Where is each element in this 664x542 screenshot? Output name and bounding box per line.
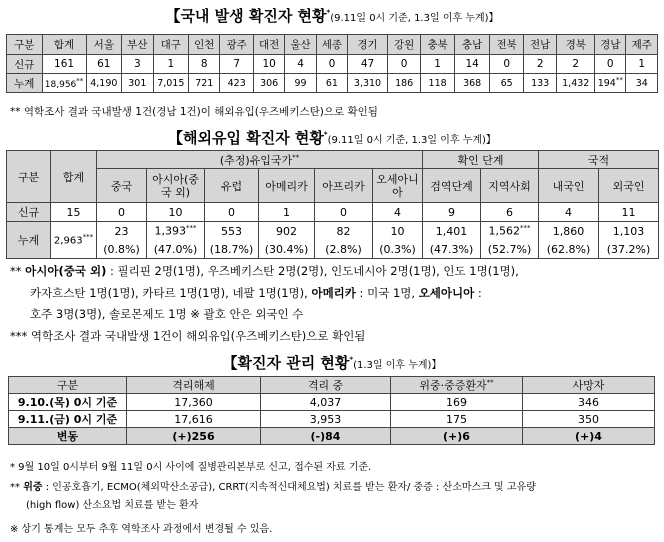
- col-header: 충북: [421, 35, 454, 55]
- community-cumulative: 1,562: [488, 225, 520, 239]
- row-label: 신규: [7, 203, 51, 222]
- section1-title-text: 【국내 발생 확진자 현황: [165, 7, 327, 25]
- imported-cumulative-row: [7, 222, 659, 241]
- table-cell: 0: [595, 55, 626, 74]
- row-label: 신규: [7, 55, 43, 74]
- imported-new-row: [7, 203, 659, 222]
- management-change-row: [9, 428, 655, 445]
- domestic-cases-table: [6, 34, 658, 93]
- table-cell: 4: [539, 203, 599, 222]
- table-cell: 9: [423, 203, 481, 222]
- table-cell: 23: [97, 222, 147, 241]
- severe-header: 위중·중증환자: [419, 379, 487, 392]
- table-cell: 3,310: [348, 74, 388, 93]
- asia-cumulative: 1,393: [154, 225, 186, 239]
- col-header: 광주: [220, 35, 253, 55]
- table-cell: 721: [189, 74, 220, 93]
- col-header: 울산: [285, 35, 316, 55]
- col-header: [391, 377, 523, 394]
- table-cell: 423: [220, 74, 253, 93]
- table-cell: 2: [523, 55, 556, 74]
- table-cell: (-)84: [261, 428, 391, 445]
- domestic-new-row: [7, 55, 658, 74]
- footnote-mark: **: [486, 378, 494, 387]
- section3-title-text: 【확진자 관리 현황: [222, 354, 350, 372]
- section3-note2: [10, 478, 536, 493]
- table-cell: (+)6: [391, 428, 523, 445]
- col-header: 외국인: [599, 169, 659, 203]
- table-cell: 301: [122, 74, 153, 93]
- table-cell: 1,103: [599, 222, 659, 241]
- col-header: 확인 단계: [423, 151, 539, 169]
- table-cell: 1,401: [423, 222, 481, 241]
- note-bold: 아메리카: [311, 286, 356, 300]
- col-header: 충남: [454, 35, 490, 55]
- table-cell: 8: [189, 55, 220, 74]
- table-cell: 61: [86, 55, 122, 74]
- table-cell: 34: [626, 74, 658, 93]
- table-cell: 17,616: [127, 411, 261, 428]
- note-text: 카자흐스탄 1명(1명), 카타르 1명(1명), 네팔 1명(1명),: [30, 286, 312, 300]
- section1-note: ** 역학조사 결과 국내발생 1건(경남 1건)이 해외유입(우즈베키스탄)으로 확인됨: [10, 106, 378, 118]
- section3-note1: * 9월 10일 0시부터 9월 11일 0시 사이에 질병관리본부로 신고, 접수된 자료 기준.: [10, 462, 372, 473]
- col-header: 구분: [7, 151, 51, 203]
- table-cell: 902: [259, 222, 315, 241]
- row-label: 9.11.(금) 0시 기준: [9, 411, 127, 428]
- col-header: 구분: [7, 35, 43, 55]
- footnote-mark: **: [615, 76, 623, 85]
- table-cell: (0.3%): [373, 241, 423, 259]
- management-row-0911: [9, 411, 655, 428]
- row-label: 변동: [9, 428, 127, 445]
- col-header: 강원: [387, 35, 420, 55]
- section2-note2: [30, 285, 482, 301]
- section3-title: [0, 352, 664, 373]
- table-cell: 65: [490, 74, 523, 93]
- col-header: 지역사회: [481, 169, 539, 203]
- table-cell: 11: [599, 203, 659, 222]
- table-cell: 10: [373, 222, 423, 241]
- col-header: 전남: [523, 35, 556, 55]
- table-cell: 0: [315, 203, 373, 222]
- col-header: 아프리카: [315, 169, 373, 203]
- cumulative-total: 18,956: [44, 79, 77, 90]
- section1-subtitle: (9.11일 0시 기준, 1.3일 이후 누계)】: [330, 13, 499, 24]
- imported-header-row2: [7, 169, 659, 203]
- table-cell: (+)4: [523, 428, 655, 445]
- table-cell: 161: [42, 55, 86, 74]
- table-cell: 0: [387, 55, 420, 74]
- table-cell: (2.8%): [315, 241, 373, 259]
- origin-header: (추정)유입국가: [219, 153, 293, 167]
- domestic-cumulative-row: [7, 74, 658, 93]
- col-header: 검역단계: [423, 169, 481, 203]
- table-cell: 4: [285, 55, 316, 74]
- table-cell: [147, 222, 205, 241]
- table-cell: 553: [205, 222, 259, 241]
- table-cell: 4,190: [86, 74, 122, 93]
- table-cell: 169: [391, 394, 523, 411]
- col-header: 세종: [316, 35, 347, 55]
- col-header: 합계: [42, 35, 86, 55]
- table-cell: (52.7%): [481, 241, 539, 259]
- col-header: 대전: [253, 35, 284, 55]
- table-cell: 14: [454, 55, 490, 74]
- note-text: :: [474, 286, 482, 300]
- note-bold: 아시아(중국 외): [25, 264, 107, 278]
- table-cell: (47.0%): [147, 241, 205, 259]
- col-header: 인천: [189, 35, 220, 55]
- table-cell: (30.4%): [259, 241, 315, 259]
- table-cell: 350: [523, 411, 655, 428]
- table-cell: 2: [557, 55, 595, 74]
- table-cell: 15: [51, 203, 97, 222]
- table-cell: 7,015: [153, 74, 189, 93]
- col-header: 합계: [51, 151, 97, 203]
- table-cell: (+)256: [127, 428, 261, 445]
- table-cell: (47.3%): [423, 241, 481, 259]
- col-header: 중국: [97, 169, 147, 203]
- section2-title-text: 【해외유입 확진자 현황: [168, 129, 324, 147]
- note-mark: **: [10, 264, 26, 278]
- section3-subtitle: (1.3일 이후 누계)】: [353, 360, 442, 371]
- table-cell: 1,432: [557, 74, 595, 93]
- col-header: 내국인: [539, 169, 599, 203]
- section1-title: [0, 5, 664, 26]
- col-header: [97, 151, 423, 169]
- row-label: 9.10.(목) 0시 기준: [9, 394, 127, 411]
- footnote-mark: ***: [186, 224, 197, 233]
- table-cell: 0: [316, 55, 347, 74]
- col-header: 아시아(중국 외): [147, 169, 205, 203]
- table-cell: 1: [153, 55, 189, 74]
- management-row-0910: [9, 394, 655, 411]
- table-cell: 3: [122, 55, 153, 74]
- table-cell: 0: [205, 203, 259, 222]
- table-cell: 61: [316, 74, 347, 93]
- section2-subtitle: (9.11일 0시 기준, 1.3일 이후 누계)】: [327, 135, 496, 146]
- note-text: : 필리핀 2명(1명), 우즈베키스탄 2명(2명), 인도네시아 2명(1명), 인도 1명(1명),: [106, 264, 519, 278]
- col-header: 아메리카: [259, 169, 315, 203]
- table-cell: 47: [348, 55, 388, 74]
- section2-note3: 호주 3명(3명), 솔로몬제도 1명 ※ 괄호 안은 외국인 수: [30, 307, 304, 321]
- table-cell: 10: [147, 203, 205, 222]
- table-cell: [42, 74, 86, 93]
- section3-title-mark: *: [349, 355, 354, 364]
- section3-note3: (high flow) 산소요법 치료를 받는 환자: [26, 500, 199, 511]
- gyeongnam-cumulative: 194: [597, 78, 616, 90]
- table-cell: 346: [523, 394, 655, 411]
- table-cell: 10: [253, 55, 284, 74]
- table-cell: 17,360: [127, 394, 261, 411]
- col-header: 전북: [490, 35, 523, 55]
- case-management-table: [8, 376, 655, 445]
- col-header: 제주: [626, 35, 658, 55]
- table-cell: 133: [523, 74, 556, 93]
- domestic-header-row: [7, 35, 658, 55]
- table-cell: 7: [220, 55, 253, 74]
- table-cell: 368: [454, 74, 490, 93]
- note-bold: 위중: [23, 482, 43, 493]
- col-header: 사망자: [523, 377, 655, 394]
- footnote-mark: **: [292, 152, 300, 161]
- col-header: 격리 중: [261, 377, 391, 394]
- table-cell: 306: [253, 74, 284, 93]
- management-header-row: [9, 377, 655, 394]
- section2-note1: [10, 263, 519, 279]
- col-header: 구분: [9, 377, 127, 394]
- section3-note4: ※ 상기 통계는 모두 추후 역학조사 과정에서 변경될 수 있음.: [10, 524, 273, 535]
- table-cell: 1,860: [539, 222, 599, 241]
- col-header: 대구: [153, 35, 189, 55]
- cumulative-total: 2,963: [53, 235, 83, 247]
- table-cell: [595, 74, 626, 93]
- section2-title: [0, 127, 664, 148]
- imported-header-row1: [7, 151, 659, 169]
- note-bold: 오세아니아: [418, 286, 475, 300]
- table-cell: 175: [391, 411, 523, 428]
- col-header: 국적: [539, 151, 659, 169]
- table-cell: 99: [285, 74, 316, 93]
- col-header: 유럽: [205, 169, 259, 203]
- imported-cases-table: [6, 150, 659, 259]
- table-cell: 3,953: [261, 411, 391, 428]
- table-cell: 1: [421, 55, 454, 74]
- note-text: : 미국 1명,: [355, 286, 419, 300]
- table-cell: [481, 222, 539, 241]
- col-header: 서울: [86, 35, 122, 55]
- footnote-mark: ***: [82, 233, 94, 242]
- section2-title-mark: *: [323, 130, 328, 139]
- table-cell: (18.7%): [205, 241, 259, 259]
- table-cell: 4,037: [261, 394, 391, 411]
- col-header: 부산: [122, 35, 153, 55]
- table-cell: 118: [421, 74, 454, 93]
- table-cell: 186: [387, 74, 420, 93]
- table-cell: (37.2%): [599, 241, 659, 259]
- row-label: 누계: [7, 74, 43, 93]
- col-header: 경북: [557, 35, 595, 55]
- table-cell: 4: [373, 203, 423, 222]
- col-header: 오세아니아: [373, 169, 423, 203]
- table-cell: [51, 222, 97, 259]
- table-cell: 1: [626, 55, 658, 74]
- table-cell: 6: [481, 203, 539, 222]
- table-cell: 1: [259, 203, 315, 222]
- note-text: : 인공호흡기, ECMO(체외막산소공급), CRRT(지속적신대체요법) 치료를 받는 환자/ 중증 : 산소마스크 및 고유량: [42, 482, 536, 493]
- imported-percent-row: [7, 241, 659, 259]
- section1-title-mark: *: [326, 8, 331, 17]
- table-cell: (62.8%): [539, 241, 599, 259]
- col-header: 경남: [595, 35, 626, 55]
- footnote-mark: ***: [520, 224, 531, 233]
- footnote-mark: **: [76, 76, 84, 85]
- section2-note4: *** 역학조사 결과 국내발생 1건이 해외유입(우즈베키스탄)으로 확인됨: [10, 329, 366, 343]
- table-cell: 82: [315, 222, 373, 241]
- row-label: 누계: [7, 222, 51, 259]
- table-cell: 0: [490, 55, 523, 74]
- table-cell: 0: [97, 203, 147, 222]
- table-cell: (0.8%): [97, 241, 147, 259]
- note-mark: **: [10, 482, 24, 493]
- col-header: 경기: [348, 35, 388, 55]
- col-header: 격리해제: [127, 377, 261, 394]
